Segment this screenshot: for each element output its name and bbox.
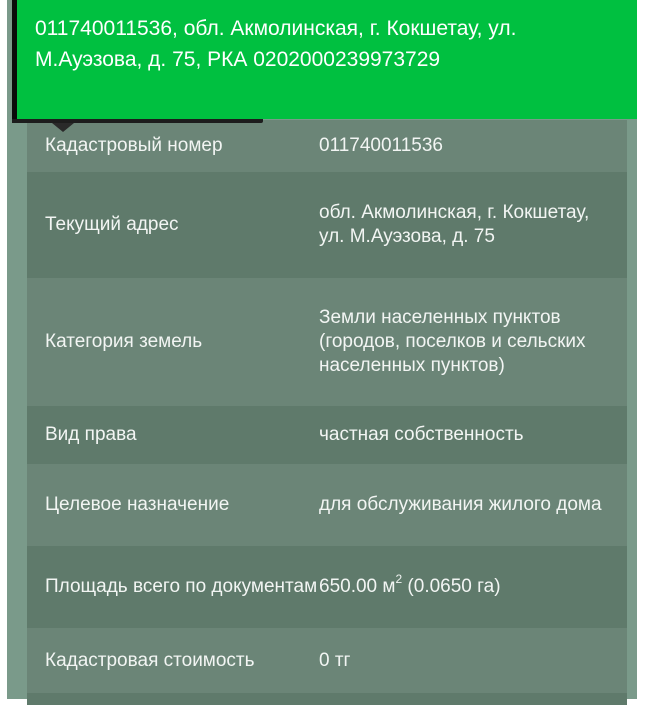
- detail-label: Кадастровый номер: [45, 135, 223, 156]
- area-value: 650.00 м: [319, 576, 396, 597]
- parcel-details-table: [27, 120, 627, 705]
- detail-row-cadastral-value: [27, 628, 627, 693]
- detail-value: частная собственность: [319, 424, 524, 445]
- detail-row-purpose: [27, 464, 627, 546]
- detail-row-next-partial: [27, 693, 627, 705]
- detail-label: Площадь всего по документам: [45, 576, 318, 597]
- detail-value: 011740011536: [319, 135, 443, 156]
- detail-label: Текущий адрес: [45, 214, 179, 235]
- detail-value: [319, 571, 609, 599]
- detail-label: Вид права: [45, 424, 137, 445]
- detail-label: Категория земель: [45, 331, 203, 352]
- detail-row-right-type: [27, 406, 627, 464]
- tooltip-pointer-icon: [52, 123, 74, 132]
- detail-value: 0 тг: [319, 649, 351, 671]
- detail-row-current-address: [27, 172, 627, 278]
- tooltip-shadow-bar: [12, 119, 263, 123]
- detail-row-cadastral-number: [27, 120, 627, 172]
- area-unit-exponent: 2: [395, 571, 403, 586]
- detail-value: Земли населенных пунктов (городов, поселков и сельских населенных пунктов): [319, 307, 586, 376]
- detail-label: Кадастровая стоимость: [45, 649, 255, 671]
- detail-row-area: [27, 546, 627, 628]
- detail-value: для обслуживания жилого дома: [319, 494, 602, 515]
- parcel-tooltip: [12, 0, 637, 119]
- tooltip-text: 011740011536, обл. Акмолинская, г. Кокшетау, ул. М.Ауэзова, д. 75, РКА 0202000239973729: [35, 17, 517, 71]
- detail-label: Целевое назначение: [45, 494, 230, 515]
- area-hectares: (0.0650 га): [402, 576, 501, 597]
- detail-value: обл. Акмолинская, г. Кокшетау, ул. М.Ауэзова, д. 75: [319, 202, 590, 247]
- detail-row-land-category: [27, 278, 627, 406]
